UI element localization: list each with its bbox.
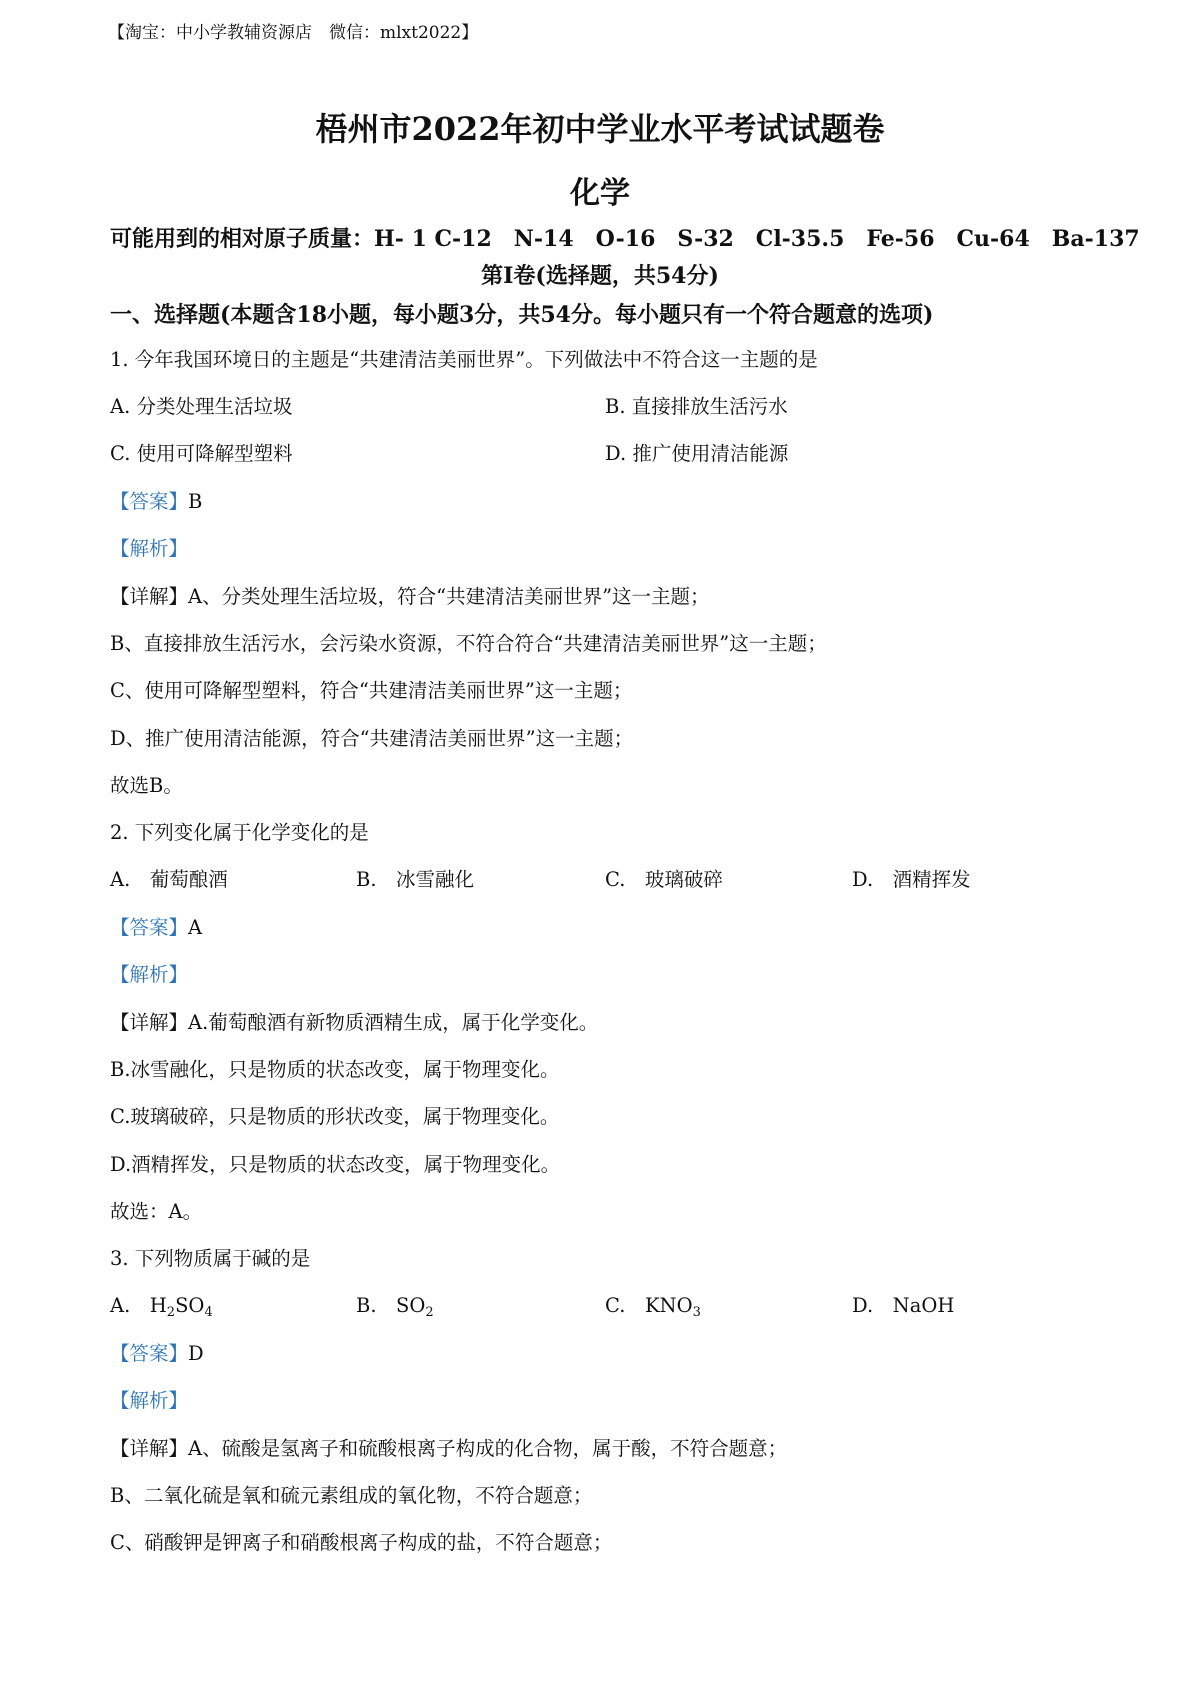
subject-title: 化学 <box>570 176 630 211</box>
q2-option-c: C. 玻璃破碎 <box>605 868 723 891</box>
q1-answer <box>110 486 202 514</box>
detail-label: 【详解】 <box>110 1437 189 1460</box>
q2-option-b: B. 冰雪融化 <box>356 868 475 891</box>
q1-detail-1: 【详解】A、分类处理生活垃圾，符合“共建清洁美丽世界”这一主题； <box>110 585 710 608</box>
q1-stem: 1. 今年我国环境日的主题是“共建清洁美丽世界”。下列做法中不符合这一主题的是 <box>110 348 818 371</box>
volume-heading: 第Ⅰ卷(选择题，共54分) <box>481 263 719 289</box>
q2-answer-value: A <box>188 916 203 939</box>
answer-label: 【答案】 <box>110 1342 189 1365</box>
q3-option-a: A. $H_2SO_4$ <box>110 1294 213 1320</box>
q3-detail-2: B、二氧化硫是氧和硫元素组成的氧化物，不符合题意； <box>110 1484 593 1507</box>
header-note: 【淘宝：中小学教辅资源店 微信：mlxt2022】 <box>108 23 479 43</box>
q3-analysis <box>110 1385 188 1413</box>
q1-detail-2: B、直接排放生活污水，会污染水资源，不符合符合“共建清洁美丽世界”这一主题； <box>110 632 827 655</box>
q3-option-b: B. $SO_2$ <box>356 1294 434 1320</box>
q2-option-d: D. 酒精挥发 <box>852 868 971 891</box>
detail-label: 【详解】 <box>110 1011 189 1034</box>
page-title: 梧州市2022年初中学业水平考试试题卷 <box>315 110 885 148</box>
q1-answer-value: B <box>188 490 203 513</box>
q1-detail-4: D、推广使用清洁能源，符合“共建清洁美丽世界”这一主题； <box>110 727 634 750</box>
q2-answer <box>110 912 202 940</box>
q3-stem: 3. 下列物质属于碱的是 <box>110 1247 311 1270</box>
q3-detail-3: C、硝酸钾是钾离子和硝酸根离子构成的盐，不符合题意； <box>110 1531 613 1554</box>
q1-option-c: C. 使用可降解型塑料 <box>110 442 293 465</box>
q3-option-c: C. $KNO_3$ <box>605 1294 701 1320</box>
q2-analysis <box>110 959 188 987</box>
q2-stem: 2. 下列变化属于化学变化的是 <box>110 821 369 844</box>
q2-detail-4: D.酒精挥发，只是物质的状态改变，属于物理变化。 <box>110 1153 561 1176</box>
q3-answer-value: D <box>188 1342 204 1365</box>
answer-label: 【答案】 <box>110 916 189 939</box>
q1-option-a: A. 分类处理生活垃圾 <box>110 395 293 418</box>
q3-option-d: D. NaOH <box>852 1294 955 1317</box>
q1-analysis <box>110 533 188 561</box>
analysis-label: 【解析】 <box>110 963 189 986</box>
q3-answer <box>110 1338 204 1366</box>
section-heading: 一、选择题(本题含18小题，每小题3分，共54分。每小题只有一个符合题意的选项) <box>110 302 934 328</box>
q1-option-b: B. 直接排放生活污水 <box>605 395 788 418</box>
q3-detail-1: 【详解】A、硫酸是氢离子和硫酸根离子构成的化合物，属于酸，不符合题意； <box>110 1437 788 1460</box>
q2-option-a: A. 葡萄酿酒 <box>110 868 228 891</box>
answer-label: 【答案】 <box>110 490 189 513</box>
q2-detail-5: 故选：A。 <box>110 1200 203 1223</box>
q2-detail-1: 【详解】A.葡萄酿酒有新物质酒精生成，属于化学变化。 <box>110 1011 599 1034</box>
q1-detail-5: 故选B。 <box>110 774 183 797</box>
q2-detail-3: C.玻璃破碎，只是物质的形状改变，属于物理变化。 <box>110 1105 560 1128</box>
detail-label: 【详解】 <box>110 585 189 608</box>
q1-detail-3: C、使用可降解型塑料，符合“共建清洁美丽世界”这一主题； <box>110 679 633 702</box>
q2-detail-2: B.冰雪融化，只是物质的状态改变，属于物理变化。 <box>110 1058 560 1081</box>
q1-option-d: D. 推广使用清洁能源 <box>605 442 789 465</box>
analysis-label: 【解析】 <box>110 1389 189 1412</box>
analysis-label: 【解析】 <box>110 537 189 560</box>
atomic-masses: 可能用到的相对原子质量：H- 1 C-12 N-14 O-16 S-32 Cl-35.5 Fe-56 Cu-64 Ba-137 <box>110 226 1140 252</box>
